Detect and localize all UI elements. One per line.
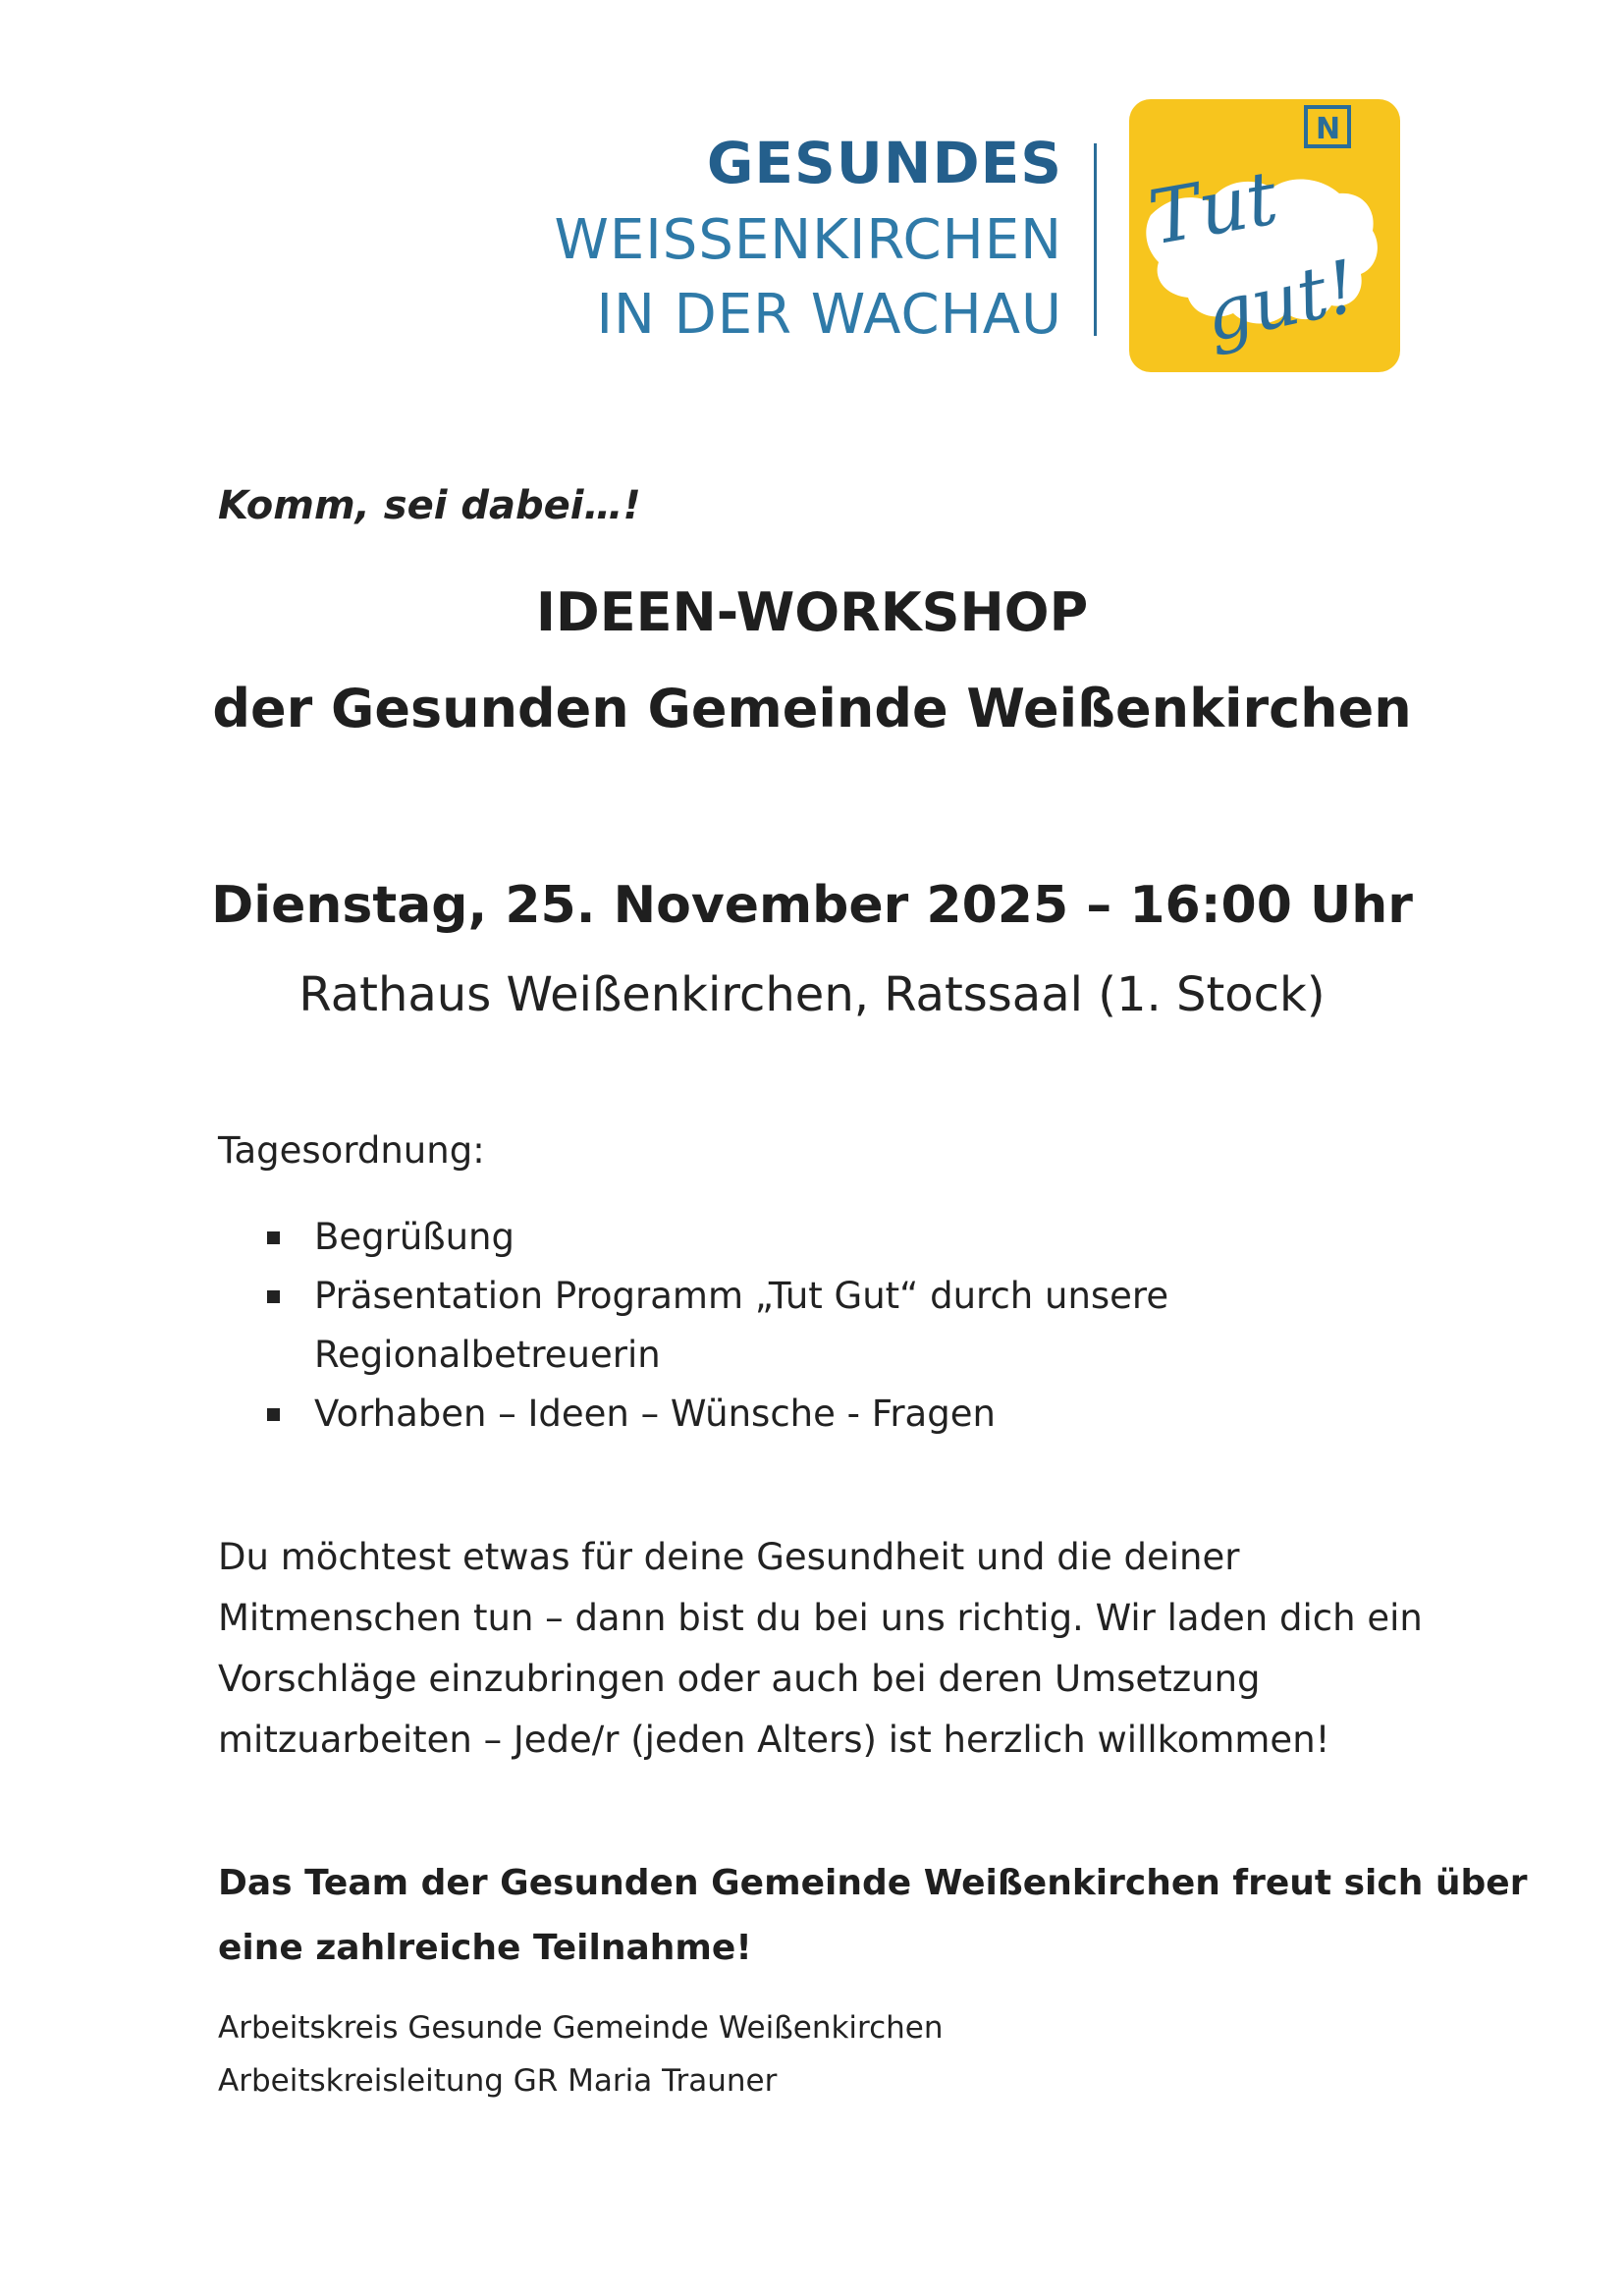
paragraph-line: Vorschläge einzubringen oder auch bei deren Umsetzung [218, 1658, 1261, 1700]
agenda-list [265, 1208, 1227, 1444]
badge-text-gut: gut! [1198, 244, 1365, 359]
paragraph-line: mitzuarbeiten – Jede/r (jeden Alters) ist herzlich willkommen! [218, 1719, 1330, 1761]
logo-title-region: IN DER WACHAU [596, 283, 1062, 347]
page-title: IDEEN-WORKSHOP [535, 581, 1089, 643]
logo-title-town: WEISSENKIRCHEN [554, 208, 1062, 272]
agenda-heading: Tagesordnung: [218, 1129, 485, 1172]
agenda-item [265, 1208, 1227, 1267]
tut-gut-badge-logo [1129, 99, 1400, 372]
badge-corner-letter: N [1316, 112, 1341, 146]
agenda-item-label: Präsentation Programm „Tut Gut“ durch unsere Regionalbetreuerin [314, 1275, 1169, 1376]
agenda-item-label: Vorhaben – Ideen – Wünsche - Fragen [314, 1393, 996, 1435]
invitation-paragraph [218, 1527, 1423, 1771]
tut-gut-badge-graphic [1129, 99, 1400, 372]
signature-lead: Arbeitskreisleitung GR Maria Trauner [218, 2063, 778, 2099]
paragraph-line: Du möchtest etwas für deine Gesundheit und die deiner [218, 1536, 1240, 1578]
signature-org: Arbeitskreis Gesunde Gemeinde Weißenkirchen [218, 2010, 944, 2046]
bullet-square-icon [267, 1408, 280, 1421]
closing-line: eine zahlreiche Teilnahme! [218, 1928, 752, 1968]
logo-title-gesundes: GESUNDES [706, 130, 1062, 196]
agenda-item [265, 1385, 1227, 1444]
page-subtitle: der Gesunden Gemeinde Weißenkirchen [212, 678, 1412, 739]
closing-line: Das Team der Gesunden Gemeinde Weißenkirchen freut sich über [218, 1863, 1528, 1903]
bullet-square-icon [267, 1231, 280, 1244]
paragraph-line: Mitmenschen tun – dann bist du bei uns richtig. Wir laden dich ein [218, 1597, 1423, 1639]
event-date-time: Dienstag, 25. November 2025 – 16:00 Uhr [211, 876, 1413, 935]
event-venue: Rathaus Weißenkirchen, Ratssaal (1. Stock) [298, 967, 1326, 1022]
agenda-item [265, 1267, 1227, 1385]
logo-divider [1094, 143, 1097, 336]
agenda-item-label: Begrüßung [314, 1216, 514, 1258]
badge-text-tut: Tut [1142, 153, 1284, 262]
closing-statement [218, 1851, 1528, 1981]
kicker-text: Komm, sei dabei…! [218, 483, 641, 528]
signature-block [218, 2001, 944, 2107]
bullet-square-icon [267, 1290, 280, 1303]
